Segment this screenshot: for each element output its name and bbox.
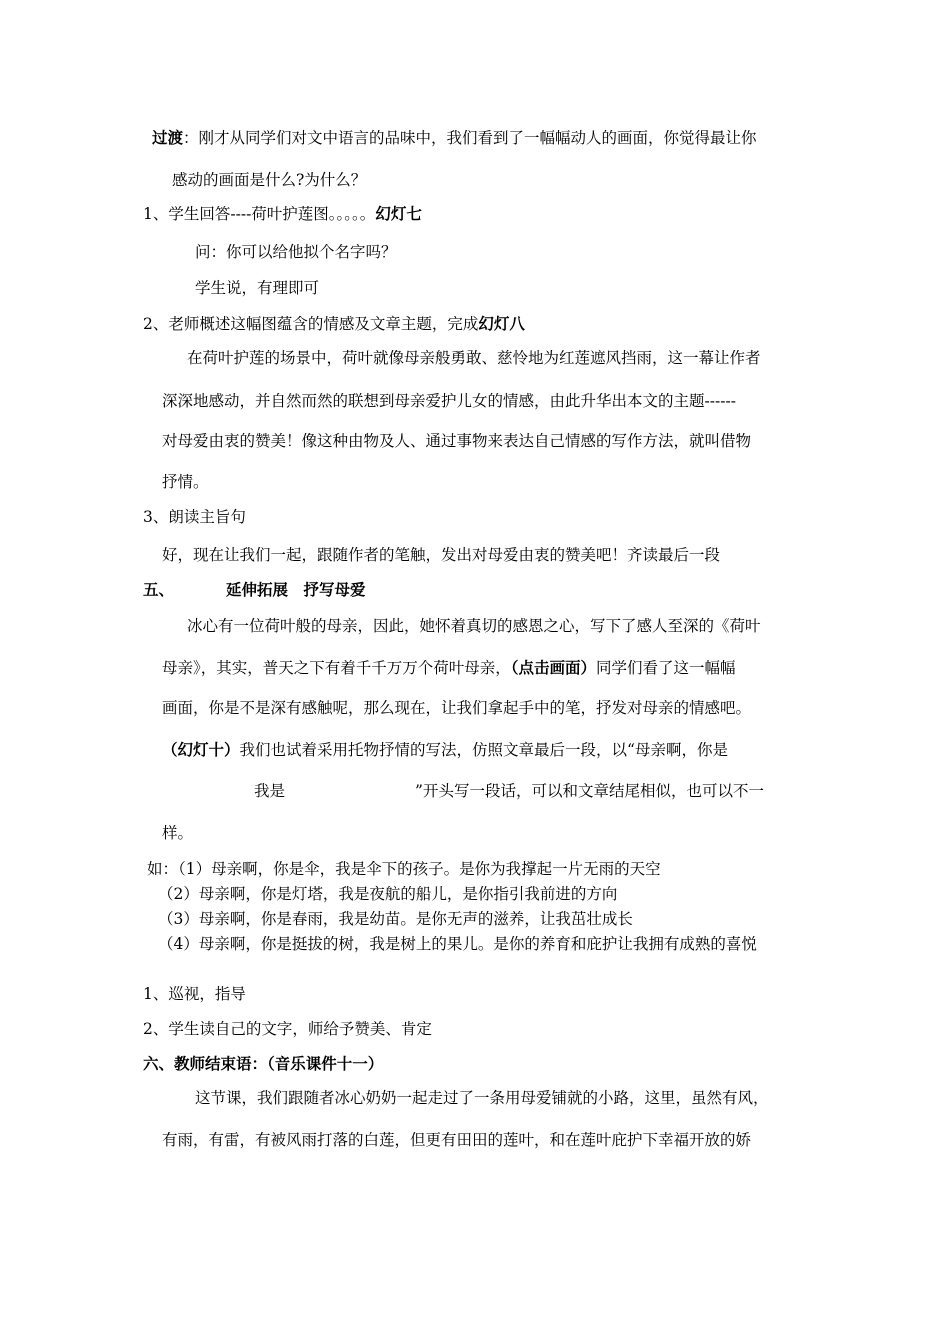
example-line: （3）母亲啊，你是春雨，我是幼苗。是你无声的滋养，让我茁壮成长 bbox=[158, 910, 633, 928]
section-5-heading: 五、 延伸拓展 抒写母爱 bbox=[143, 581, 366, 599]
instruction-line: 2、学生读自己的文字，师给予赞美、肯定 bbox=[143, 1020, 432, 1038]
step-3-title: 3、朗读主旨句 bbox=[143, 508, 246, 526]
example-line: （2）母亲啊，你是灯塔，我是夜航的船儿，是你指引我前进的方向 bbox=[158, 885, 618, 903]
paragraph-line: 这节课，我们跟随者冰心奶奶一起走过了一条用母爱铺就的小路，这里，虽然有风， bbox=[195, 1089, 769, 1107]
transition-paragraph-line: 过渡：刚才从同学们对文中语言的品味中，我们看到了一幅幅动人的画面，你觉得最让你 bbox=[152, 129, 757, 147]
example-line: 如：（1）母亲啊，你是伞，我是伞下的孩子。是你为我撑起一片无雨的天空 bbox=[147, 860, 661, 878]
step-1-line: 1、学生回答----荷叶护莲图。。。。。幻灯七 bbox=[143, 205, 422, 223]
transition-label: 过渡 bbox=[152, 129, 184, 147]
paragraph-line: 样。 bbox=[162, 824, 194, 842]
section-6-heading: 六、教师结束语：（音乐课件十一） bbox=[143, 1055, 384, 1073]
paragraph-line: 感动的画面是什么?为什么？ bbox=[172, 171, 367, 189]
paragraph-line: 深深地感动，并自然而然的联想到母亲爱护儿女的情感，由此升华出本文的主题------ bbox=[162, 392, 736, 410]
slide-ref: （幻灯十） bbox=[162, 741, 240, 759]
paragraph-line: 画面，你是不是深有感触呢，那么现在，让我们拿起手中的笔，抒发对母亲的情感吧。 bbox=[162, 699, 752, 717]
paragraph-line: 母亲》，其实，普天之下有着千千万万个荷叶母亲，（点击画面）同学们看了这一幅幅 bbox=[162, 659, 736, 677]
paragraph-line: （幻灯十）我们也试着采用托物抒情的写法，仿照文章最后一段，以“母亲啊，你是 bbox=[162, 741, 728, 759]
paragraph-line: 冰心有一位荷叶般的母亲，因此，她怀着真切的感恩之心，写下了感人至深的《荷叶 bbox=[187, 617, 761, 635]
paragraph-line: 有雨，有雷，有被风雨打落的白莲，但更有田田的莲叶，和在莲叶庇护下幸福开放的娇 bbox=[162, 1131, 752, 1149]
paragraph-line: 对母爱由衷的赞美！像这种由物及人、通过事物来表达自己情感的写作方法，就叫借物 bbox=[162, 432, 752, 450]
answer-line: 学生说，有理即可 bbox=[195, 279, 320, 297]
paragraph-line: 抒情。 bbox=[162, 473, 209, 491]
paragraph-line: 我是 ”开头写一段话，可以和文章结尾相似，也可以不一 bbox=[254, 782, 764, 800]
slide-ref: 幻灯七 bbox=[375, 205, 422, 223]
question-line: 问：你可以给他拟个名字吗？ bbox=[195, 243, 397, 261]
paragraph-line: 好，现在让我们一起，跟随作者的笔触，发出对母爱由衷的赞美吧！齐读最后一段 bbox=[162, 546, 721, 564]
step-2-line: 2、老师概述这幅图蕴含的情感及文章主题，完成幻灯八 bbox=[143, 315, 525, 333]
slide-ref: 幻灯八 bbox=[478, 315, 525, 333]
click-screen-note: （点击画面） bbox=[510, 659, 597, 677]
paragraph-line: 在荷叶护莲的场景中，荷叶就像母亲般勇敢、慈怜地为红莲遮风挡雨，这一幕让作者 bbox=[187, 349, 761, 367]
example-line: （4）母亲啊，你是挺拔的树，我是树上的果儿。是你的养育和庇护让我拥有成熟的喜悦 bbox=[158, 935, 757, 953]
instruction-line: 1、巡视，指导 bbox=[143, 985, 246, 1003]
